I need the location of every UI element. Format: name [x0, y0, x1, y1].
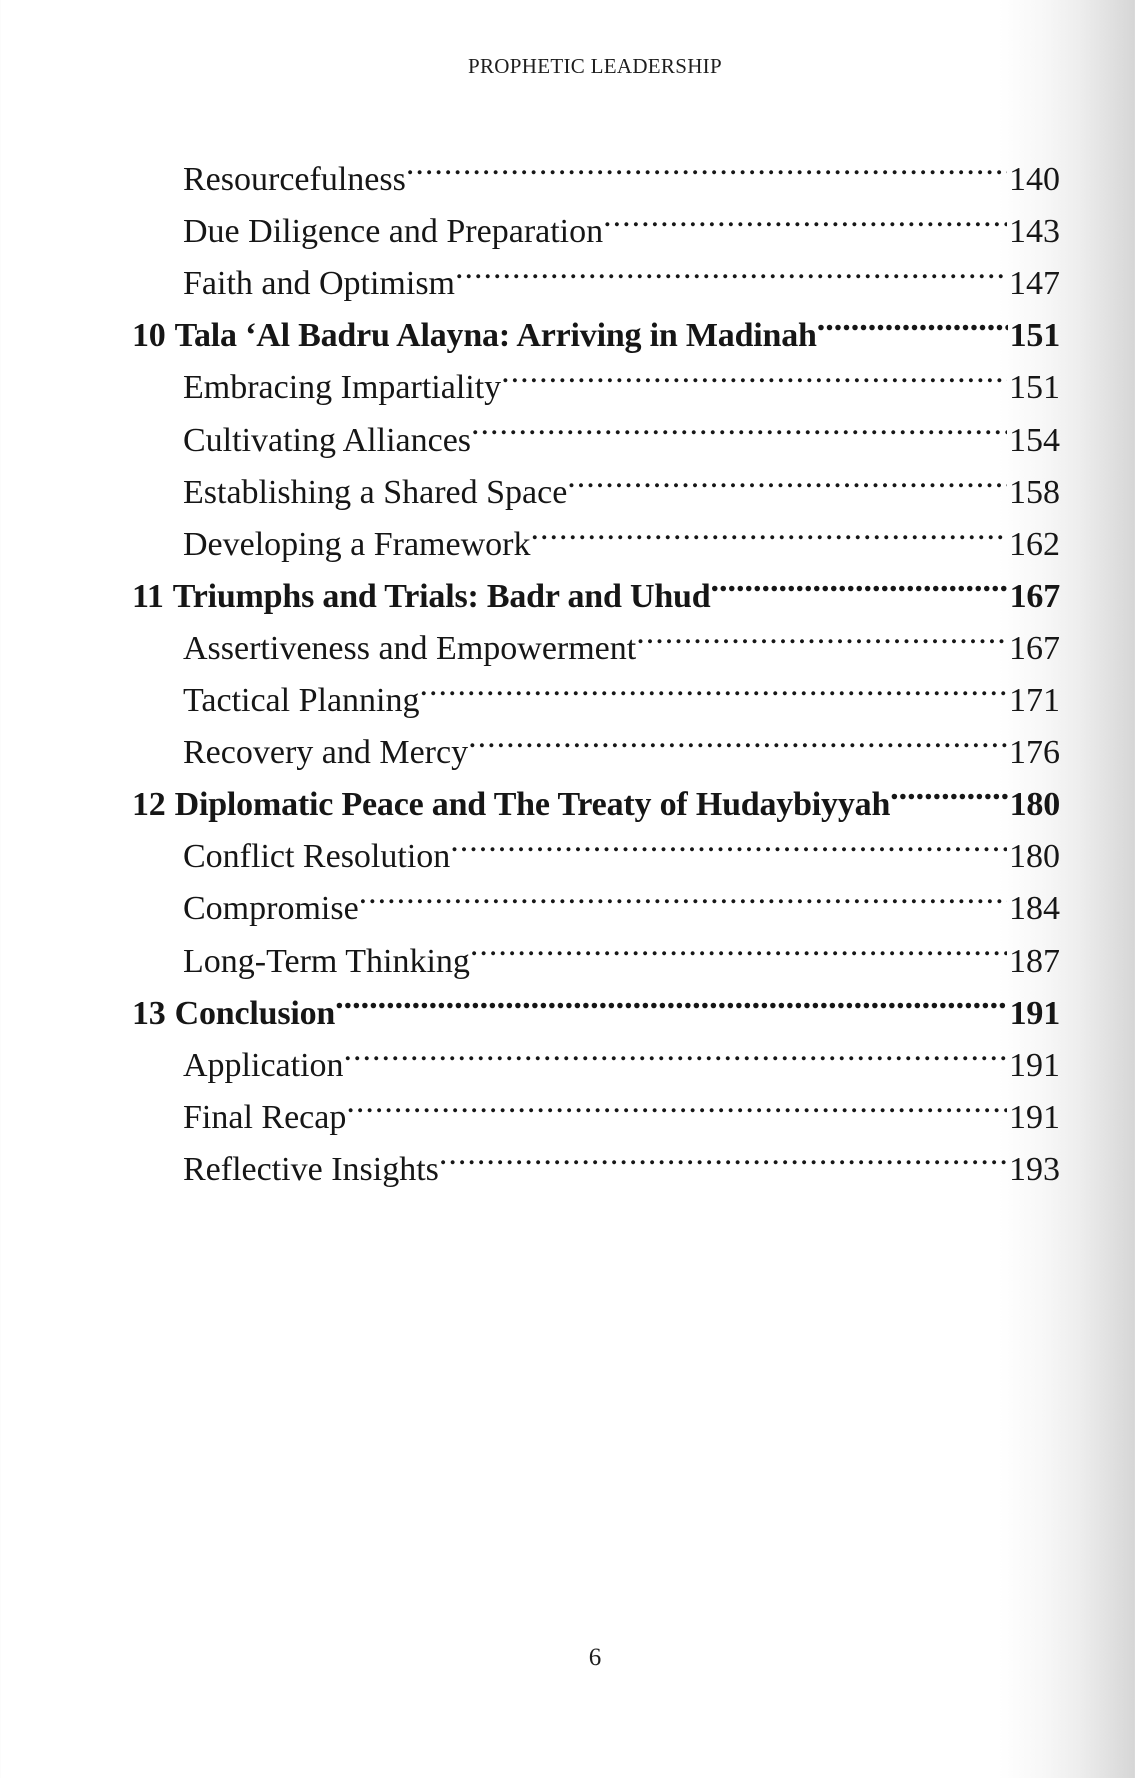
- entry-title: Long-Term Thinking: [183, 942, 470, 980]
- entry-title: Tala ‘Al Badru Alayna: Arriving in Madinah: [174, 317, 817, 355]
- dot-leader: [636, 607, 1007, 659]
- entry-title: Recovery and Mercy: [183, 734, 469, 772]
- dot-leader: [359, 867, 1007, 919]
- entry-title: Assertiveness and Empowerment: [183, 629, 637, 667]
- entry-page-number: 167: [1009, 629, 1060, 667]
- dot-leader: [344, 1024, 1007, 1076]
- entry-title: Diplomatic Peace and The Treaty of Hudaybiyyah: [174, 786, 891, 824]
- entry-page-number: 191: [1009, 1098, 1060, 1136]
- dot-leader: [890, 763, 1007, 815]
- entry-page-number: 151: [1009, 317, 1060, 355]
- table-of-contents: [132, 138, 1060, 1188]
- entry-title: Final Recap: [183, 1098, 347, 1136]
- dot-leader: [603, 190, 1007, 242]
- entry-page-number: 180: [1009, 786, 1060, 824]
- entry-title: Developing a Framework: [183, 525, 531, 563]
- entry-page-number: 193: [1009, 1150, 1060, 1188]
- entry-title: Resourcefulness: [183, 161, 406, 199]
- dot-leader: [471, 398, 1007, 450]
- entry-page-number: 176: [1009, 734, 1060, 772]
- entry-page-number: 180: [1009, 838, 1060, 876]
- dot-leader: [530, 503, 1007, 555]
- entry-title: Reflective Insights: [183, 1150, 439, 1188]
- entry-page-number: 191: [1009, 1046, 1060, 1084]
- entry-page-number: 187: [1009, 942, 1060, 980]
- dot-leader: [501, 346, 1007, 398]
- dot-leader: [455, 242, 1007, 294]
- chapter-number: 10: [132, 317, 166, 355]
- dot-leader: [335, 972, 1007, 1024]
- entry-page-number: 140: [1009, 161, 1060, 199]
- entry-title: Establishing a Shared Space: [183, 473, 568, 511]
- dot-leader: [817, 294, 1008, 346]
- entry-page-number: 167: [1009, 577, 1060, 615]
- dot-leader: [470, 919, 1007, 971]
- entry-page-number: 191: [1009, 994, 1060, 1032]
- dot-leader: [450, 815, 1007, 867]
- entry-title: Tactical Planning: [183, 682, 420, 720]
- chapter-number: 12: [132, 786, 166, 824]
- dot-leader: [406, 138, 1007, 190]
- dot-leader: [710, 555, 1007, 607]
- page-number: 6: [588, 1644, 602, 1671]
- entry-title: Conclusion: [174, 994, 336, 1032]
- entry-page-number: 184: [1009, 890, 1060, 928]
- entry-page-number: 158: [1009, 473, 1060, 511]
- entry-page-number: 171: [1009, 682, 1060, 720]
- entry-title: Faith and Optimism: [183, 265, 455, 303]
- dot-leader: [346, 1076, 1007, 1128]
- dot-leader: [439, 1128, 1007, 1180]
- toc-section-entry: [132, 138, 1060, 199]
- dot-leader: [567, 451, 1007, 503]
- running-head: PROPHETIC LEADERSHIP: [468, 54, 722, 78]
- entry-page-number: 143: [1009, 213, 1060, 251]
- entry-title: Embracing Impartiality: [183, 369, 502, 407]
- entry-title: Cultivating Alliances: [183, 421, 472, 459]
- entry-page-number: 154: [1009, 421, 1060, 459]
- entry-title: Due Diligence and Preparation: [183, 213, 604, 251]
- chapter-number: 13: [132, 994, 166, 1032]
- entry-title: Conflict Resolution: [183, 838, 451, 876]
- chapter-number: 11: [132, 577, 164, 615]
- entry-page-number: 162: [1009, 525, 1060, 563]
- entry-title: Compromise: [183, 890, 359, 928]
- entry-title: Application: [183, 1046, 344, 1084]
- dot-leader: [420, 659, 1008, 711]
- entry-page-number: 151: [1009, 369, 1060, 407]
- dot-leader: [468, 711, 1007, 763]
- entry-title: Triumphs and Trials: Badr and Uhud: [172, 577, 711, 615]
- entry-page-number: 147: [1009, 265, 1060, 303]
